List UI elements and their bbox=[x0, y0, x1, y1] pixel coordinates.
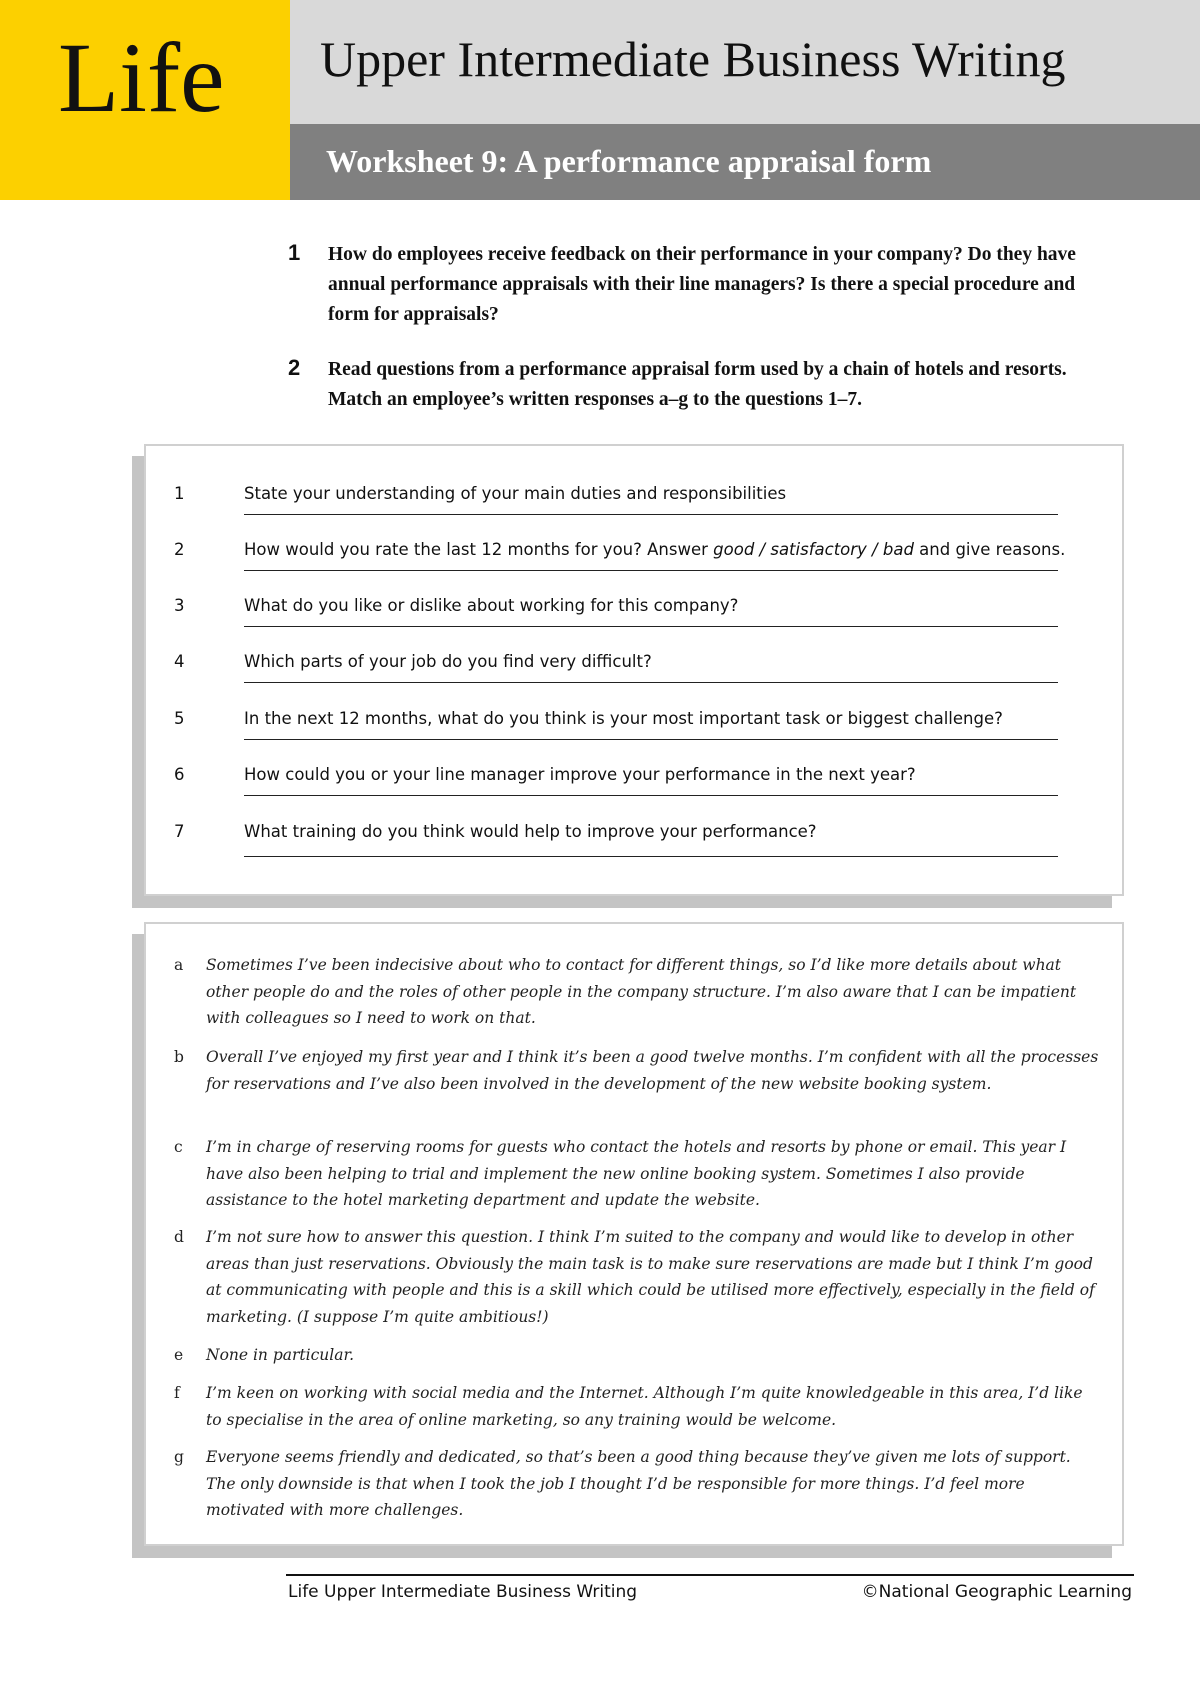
question-text-part: How would you rate the last 12 months for you? Answer bbox=[244, 540, 714, 559]
question-row bbox=[146, 446, 1122, 482]
question-text: In the next 12 months, what do you think is your most important task or biggest challenge? bbox=[244, 709, 1003, 728]
response-text: I’m in charge of reserving rooms for guests who contact the hotels and resorts by phone or email. This year I have also been helping to trial and implement the new online booking system. Sometimes I also provide assistance to the hotel marketing department and update the website. bbox=[206, 1138, 1067, 1209]
question-row-7 bbox=[146, 816, 1122, 852]
answer-line[interactable] bbox=[244, 626, 1058, 627]
answer-line[interactable] bbox=[244, 682, 1058, 683]
response-text: Overall I’ve enjoyed my first year and I think it’s been a good twelve months. I’m confident with all the processes for reservations and I’ve also been involved in the development of the new website booking system. bbox=[206, 1048, 1099, 1093]
footer-right: ©National Geographic Learning bbox=[861, 1582, 1132, 1602]
response-e bbox=[146, 1342, 1122, 1369]
response-text: I’m keen on working with social media and the Internet. Although I’m quite knowledgeable in this area, I’d like to specialise in the area of online marketing, so any training would be welcome. bbox=[206, 1384, 1083, 1429]
question-row-5 bbox=[146, 703, 1122, 739]
response-c bbox=[146, 1134, 1122, 1214]
response-text: Everyone seems friendly and dedicated, so that’s been a good thing because they’ve given me lots of support. The only downside is that when I took the job I thought I’d be responsible for more things. I’d feel more motivated with more challenges. bbox=[206, 1448, 1071, 1519]
response-g bbox=[146, 1444, 1122, 1524]
page-title: Upper Intermediate Business Writing bbox=[320, 31, 1066, 87]
question-text: State your understanding of your main duties and responsibilities bbox=[244, 484, 787, 503]
response-b bbox=[146, 1044, 1122, 1097]
title-bar bbox=[290, 0, 1200, 124]
response-text: Sometimes I’ve been indecisive about who to contact for different things, so I’d like more details about what other people do and the roles of other people in the company structure. I’m also aware that I can be impatient with colleagues so I need to work on that. bbox=[206, 956, 1077, 1027]
responses-panel bbox=[144, 922, 1124, 1546]
response-d bbox=[146, 1224, 1122, 1330]
question-text-part: and give reasons. bbox=[913, 540, 1066, 559]
response-letter: b bbox=[174, 1048, 184, 1066]
footer-left: Life Upper Intermediate Business Writing bbox=[288, 1582, 638, 1602]
response-f bbox=[146, 1380, 1122, 1433]
question-text: What do you like or dislike about working for this company? bbox=[244, 596, 739, 615]
instruction-2 bbox=[288, 355, 1098, 415]
instruction-number: 2 bbox=[288, 355, 301, 380]
response-letter: g bbox=[174, 1448, 184, 1466]
response-letter: f bbox=[174, 1384, 180, 1402]
logo: Life bbox=[58, 22, 225, 133]
answer-line[interactable] bbox=[244, 856, 1058, 857]
instruction-1 bbox=[288, 240, 1098, 330]
questions-panel bbox=[144, 444, 1124, 896]
answer-line[interactable] bbox=[244, 739, 1058, 740]
answer-line[interactable] bbox=[244, 514, 1058, 515]
instruction-number: 1 bbox=[288, 240, 301, 265]
question-number: 3 bbox=[174, 596, 185, 615]
logo-box bbox=[0, 0, 290, 200]
answer-line[interactable] bbox=[244, 795, 1058, 796]
question-row-4 bbox=[146, 646, 1122, 682]
response-letter: a bbox=[174, 956, 184, 974]
response-letter: e bbox=[174, 1346, 184, 1364]
question-number: 7 bbox=[174, 822, 185, 841]
footer-divider bbox=[286, 1574, 1134, 1576]
question-row-3 bbox=[146, 590, 1122, 626]
worksheet-title: Worksheet 9: A performance appraisal form bbox=[326, 143, 932, 179]
question-number: 6 bbox=[174, 765, 185, 784]
response-text: I’m not sure how to answer this question. I think I’m suited to the company and would like to develop in other areas than just reservations. Obviously the main task is to make sure reservations are made but I think I’m good at communicating with people and this is a skill which could be utilised more effectively, especially in the field of marketing. (I suppose I’m quite ambitious!) bbox=[206, 1228, 1095, 1326]
instruction-text: How do employees receive feedback on their performance in your company? Do they have annual performance appraisals with their line managers? Is there a special procedure and form for appraisals? bbox=[328, 244, 1076, 325]
question-row-6 bbox=[146, 759, 1122, 795]
question-text-options: good / satisfactory / bad bbox=[713, 540, 914, 559]
answer-line[interactable] bbox=[244, 570, 1058, 571]
response-text: None in particular. bbox=[206, 1346, 355, 1364]
question-number: 4 bbox=[174, 652, 185, 671]
question-text: What training do you think would help to improve your performance? bbox=[244, 822, 817, 841]
subtitle-bar bbox=[290, 124, 1200, 200]
question-number: 5 bbox=[174, 709, 185, 728]
question-text bbox=[244, 540, 1065, 559]
response-letter: d bbox=[174, 1228, 184, 1246]
question-row-1 bbox=[146, 478, 1122, 514]
question-text: How could you or your line manager improve your performance in the next year? bbox=[244, 765, 916, 784]
question-text: Which parts of your job do you find very difficult? bbox=[244, 652, 652, 671]
response-letter: c bbox=[174, 1138, 183, 1156]
question-number: 2 bbox=[174, 540, 185, 559]
instruction-text: Read questions from a performance appraisal form used by a chain of hotels and resorts. Match an employee’s written responses a–g to the questions 1–7. bbox=[328, 359, 1067, 410]
question-number: 1 bbox=[174, 484, 185, 503]
response-a bbox=[146, 952, 1122, 1032]
question-row-2 bbox=[146, 534, 1122, 570]
